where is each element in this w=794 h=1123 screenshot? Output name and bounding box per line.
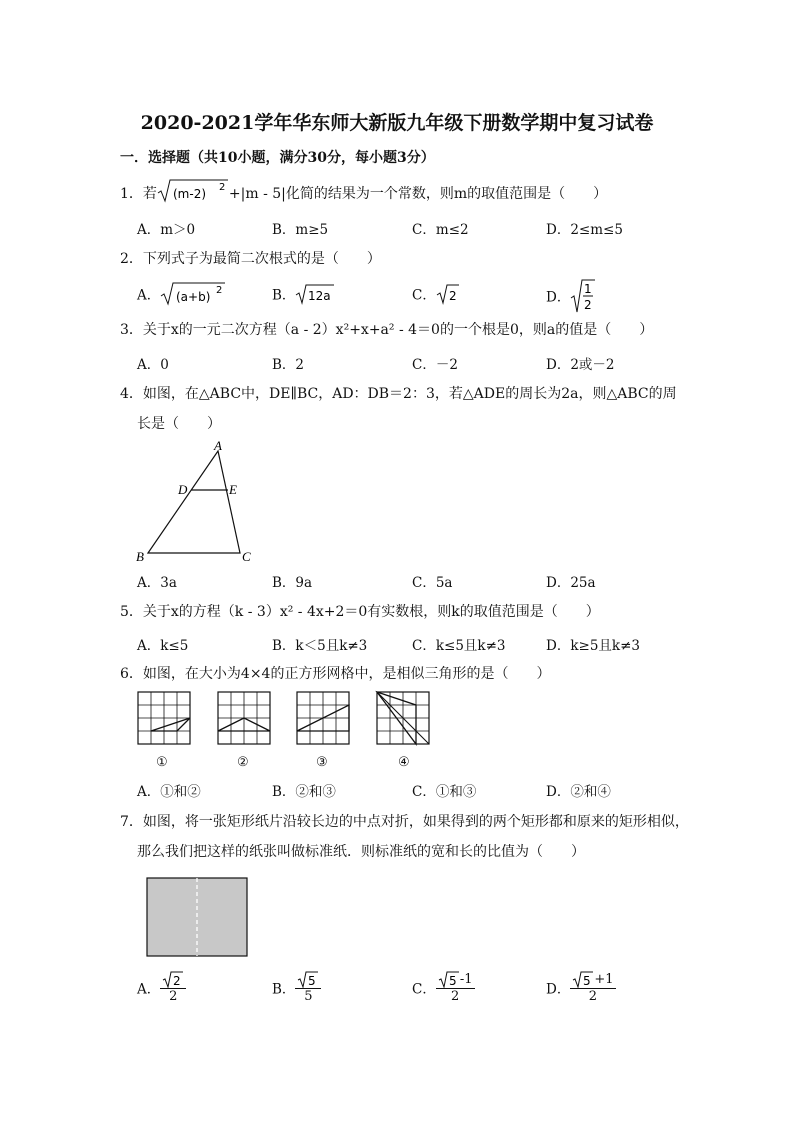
q4-option-c: C．5a [412,575,453,591]
svg-text:5: 5 [448,974,457,988]
q5-option-b: B．k＜5且k≠3 [272,638,368,654]
q7-option-d: D． 5 +1 2 [546,972,614,1004]
q4-option-b: B．9a [272,575,313,591]
grid-label-1: ① [156,755,168,770]
q2-option-d: D． 1 2 [546,278,596,318]
q7-option-c: C． 5 -1 2 [412,972,473,1004]
question-4-stem-line2: 长是（ ） [137,416,221,432]
label-e: E [229,482,237,497]
exponent-text: 2 [218,182,226,193]
q4-option-d: D．25a [546,575,596,591]
q6-option-c: C．①和③ [412,784,477,800]
svg-text:2: 2 [216,285,223,296]
svg-text:5: 5 [308,974,317,988]
label-c: C [242,549,251,564]
q3-option-b: B．2 [272,357,305,373]
q5-option-a: A．k≤5 [137,638,189,654]
grid-label-2: ② [237,755,249,770]
grid-1 [138,692,190,744]
q3-option-d: D．2或－2 [546,357,615,373]
svg-text:2: 2 [448,289,457,303]
q6-option-d: D．②和④ [546,784,611,800]
q7-option-b: B． $\frac{5}{5}$ [272,970,321,1005]
question-7-stem-line1: 7．如图，将一张矩形纸片沿较长边的中点对折，如果得到的两个矩形都和原来的矩形相似， [120,814,689,830]
question-4-stem-line1: 4．如图，在△ABC中，DE∥BC，AD：DB＝2：3，若△ADE的周长为2a，则△ABC的周 [120,386,677,402]
question-7-stem-line2: 那么我们把这样的纸张叫做标准纸．则标准纸的宽和长的比值为（ ） [137,844,585,860]
grid-3 [297,692,349,744]
radical-sign [157,178,229,210]
question-3-stem: 3．关于x的一元二次方程（a - 2）x²+x+a² - 4＝0的一个根是0，则a的值是（ ） [120,322,654,338]
svg-text:2: 2 [173,974,181,988]
q3-option-a: A．0 [137,357,169,373]
q5-option-c: C．k≤5且k≠3 [412,638,506,654]
q5-option-d: D．k≥5且k≠3 [546,638,640,654]
grid-label-3: ③ [316,755,328,770]
grid-2 [218,692,270,744]
svg-text:12a: 12a [308,289,332,303]
label-a: A [214,438,222,453]
question-5-stem: 5．关于x的方程（k - 3）x² - 4x+2＝0有实数根，则k的取值范围是（ ） [120,604,600,620]
svg-text:1: 1 [584,282,592,296]
label-b: B [136,549,144,564]
radicand-text: (m-2) [172,187,206,201]
question-6-stem: 6．如图，在大小为4×4的正方形网格中，是相似三角形的是（ ） [120,666,551,682]
q1-option-d: D．2≤m≤5 [546,222,623,238]
label-d: D [178,482,188,497]
triangle-figure [134,437,264,567]
q3-option-c: C．－2 [412,357,458,373]
svg-text:5: 5 [583,974,591,988]
svg-text:(a+b): (a+b) [176,290,211,304]
question-1-stem: 1．若 (m-2) 2 +|m - 5|化简的结果为一个常数，则m的取值范围是（ ） [120,178,607,210]
svg-text:2: 2 [584,298,592,312]
q2-option-c: C． 2 [412,283,460,309]
q6-option-a: A．①和② [137,784,201,800]
paper-figure [146,877,250,959]
q1-option-a: A．m＞0 [137,222,196,238]
q1-option-c: C．m≤2 [412,222,469,238]
q7-option-a: A． $\frac{2}{2}$ [137,970,186,1005]
triangle-abc [148,451,240,553]
section-heading: 一．选择题（共10小题，满分30分，每小题3分） [120,150,435,166]
grid-label-4: ④ [398,755,410,770]
q6-option-b: B．②和③ [272,784,336,800]
grid-figures [136,690,436,748]
q4-option-a: A．3a [137,575,177,591]
page-title: 2020-2021学年华东师大新版九年级下册数学期中复习试卷 [140,112,654,134]
q2-option-a: A． (a+b) 2 [137,281,226,311]
q1-option-b: B．m≥5 [272,222,329,238]
question-2-stem: 2．下列式子为最简二次根式的是（ ） [120,251,381,267]
grid-4 [377,692,429,744]
q2-option-b: B． 12a [272,283,335,309]
